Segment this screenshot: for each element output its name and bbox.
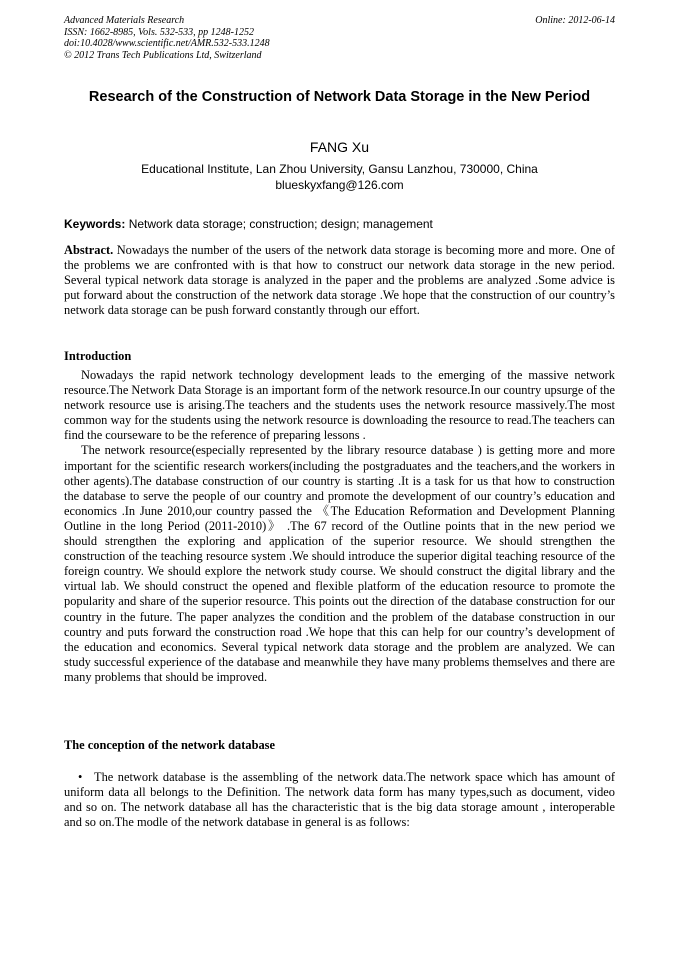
keywords-text: Network data storage; construction; design; management — [128, 217, 433, 231]
doi-line: doi:10.4028/www.scientific.net/AMR.532-533.1248 — [64, 38, 270, 49]
introduction-paragraph-1: Nowadays the rapid network technology development leads to the emerging of the massive network resource.The Network Data Storage is an important form of the network resource.In our country upsurge of the network resource use is arising.The teachers and the students uses the network resource massively.The most common way for the students using the network resource is downloading the resource to read.The teachers can find the courseware to be the reference of preparing lessons . — [64, 368, 615, 443]
bullet-marker: • — [78, 770, 83, 784]
abstract-text: Nowadays the number of the users of the network data storage is becoming more and more. One of the problems we are confronted with is that how to construct our network data storage in the new period. Several typical network data storage is analyzed in the paper and the problems are analyzed .Some advice is put forward about the construction of the network data storage .We hope that the construction of our country’s network data storage can be push forward constantly through our effort. — [64, 243, 615, 318]
introduction-body — [64, 368, 615, 685]
author-name: FANG Xu — [309, 139, 370, 155]
abstract-label: Abstract. — [64, 243, 114, 257]
conception-paragraph: The network database is the assembling of the network data.The network space which has amount of uniform data all belongs to the Definition. The network data form has many types,such as document, video and so on. The network database all has the characteristic that is the big data storage amount , interoperable and so on.The modle of the network database in general is as follows: — [64, 770, 615, 830]
introduction-heading: Introduction — [64, 349, 132, 363]
issn-line: ISSN: 1662-8985, Vols. 532-533, pp 1248-1252 — [64, 26, 254, 38]
keywords — [64, 217, 615, 232]
conception-heading: The conception of the network database — [64, 738, 275, 752]
introduction-paragraph-2: The network resource(especially represented by the library resource database ) is getting more and more important for the scientific research workers(including the postgraduates and the teachers,and the workers in other agents).The database construction of our country is starting .It is a task for us that how to construction the database to serve the people of our country and promote the development of our country’s education and economics .In June 2010,our country passed the 《The Education Reformation and Development Planning Outline in the long Period (2011-2010)》 .The 67 record of the Outline points that in the new period we should strengthen the exploring and application of the superior resource. We should strengthen the construction of the teaching resource system .We should introduce the superior digital teaching resource of the foreign country. We should explore the network study course. We should construct the digital library and the virtual lab. We should construct the opened and flexible platform of the education resource to promote the popularity and share of the superior resource. This points out the direction of the database construction for our country in the future. The paper analyzes the condition and the problem of the database construction in our country and puts forward the construction road .We hope that this can help for our country’s development of the education and economics. Several typical network data storage and the problem are analyzed. We can study successful experience of the database and meanwhile they have many problems themselves and there are many problems that should be improved. — [64, 443, 615, 684]
online-date: Online: 2012-06-14 — [535, 15, 615, 26]
journal-header — [64, 15, 615, 61]
author-email: blueskyxfang@126.com — [275, 177, 404, 192]
affiliation-block — [64, 162, 615, 193]
journal-name: Advanced Materials Research — [64, 15, 185, 26]
keywords-label: Keywords: — [64, 217, 126, 231]
conception-bullet-item — [64, 770, 615, 830]
paper-title: Research of the Construction of Network Data Storage in the New Period — [88, 89, 591, 105]
abstract — [64, 243, 615, 318]
copyright-line: © 2012 Trans Tech Publications Ltd, Switzerland — [64, 49, 262, 61]
affiliation: Educational Institute, Lan Zhou University, Gansu Lanzhou, 730000, China — [141, 162, 538, 176]
